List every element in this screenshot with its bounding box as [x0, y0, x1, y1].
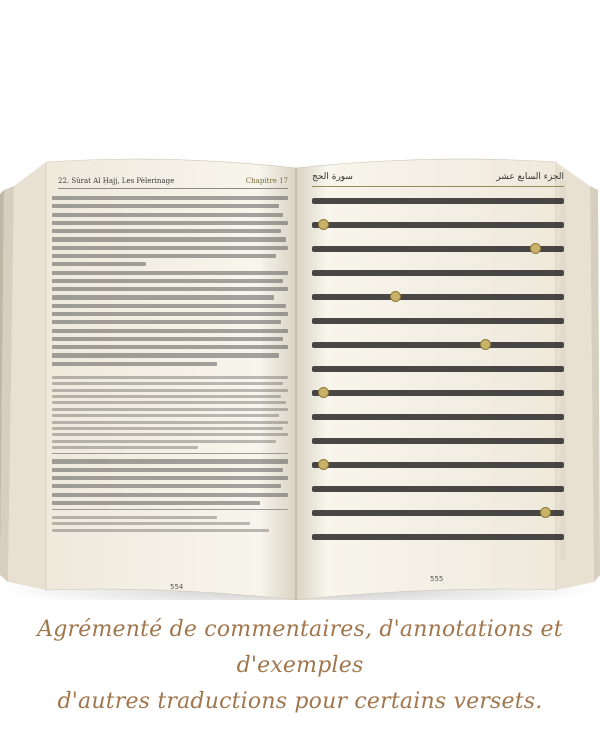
left-page-number: 554	[170, 583, 184, 591]
verse-marker-icon	[318, 219, 329, 230]
left-page-text-block	[52, 196, 288, 535]
sura-title: 22. Sûrat Al Ḥajj, Les Pèlerinage	[58, 177, 175, 185]
promo-caption	[0, 612, 600, 720]
caption-line-2: d'autres traductions pour certains versets.	[57, 689, 543, 714]
verse-marker-icon	[318, 459, 329, 470]
verse-marker-icon	[390, 291, 401, 302]
chapter-label: Chapitre 17	[245, 177, 288, 185]
juz-label-arabic: الجزء السابع عشر	[496, 172, 564, 182]
left-page-header	[58, 177, 288, 189]
verse-marker-icon	[530, 243, 541, 254]
verse-marker-icon	[540, 507, 551, 518]
sura-name-arabic: سورة الحج	[312, 172, 353, 182]
right-page-header	[312, 168, 564, 182]
right-page-number: 555	[430, 575, 444, 583]
verse-marker-icon	[318, 387, 329, 398]
caption-line-1: Agrémenté de commentaires, d'annotations et d'exemples	[37, 617, 563, 678]
verse-marker-icon	[480, 339, 491, 350]
